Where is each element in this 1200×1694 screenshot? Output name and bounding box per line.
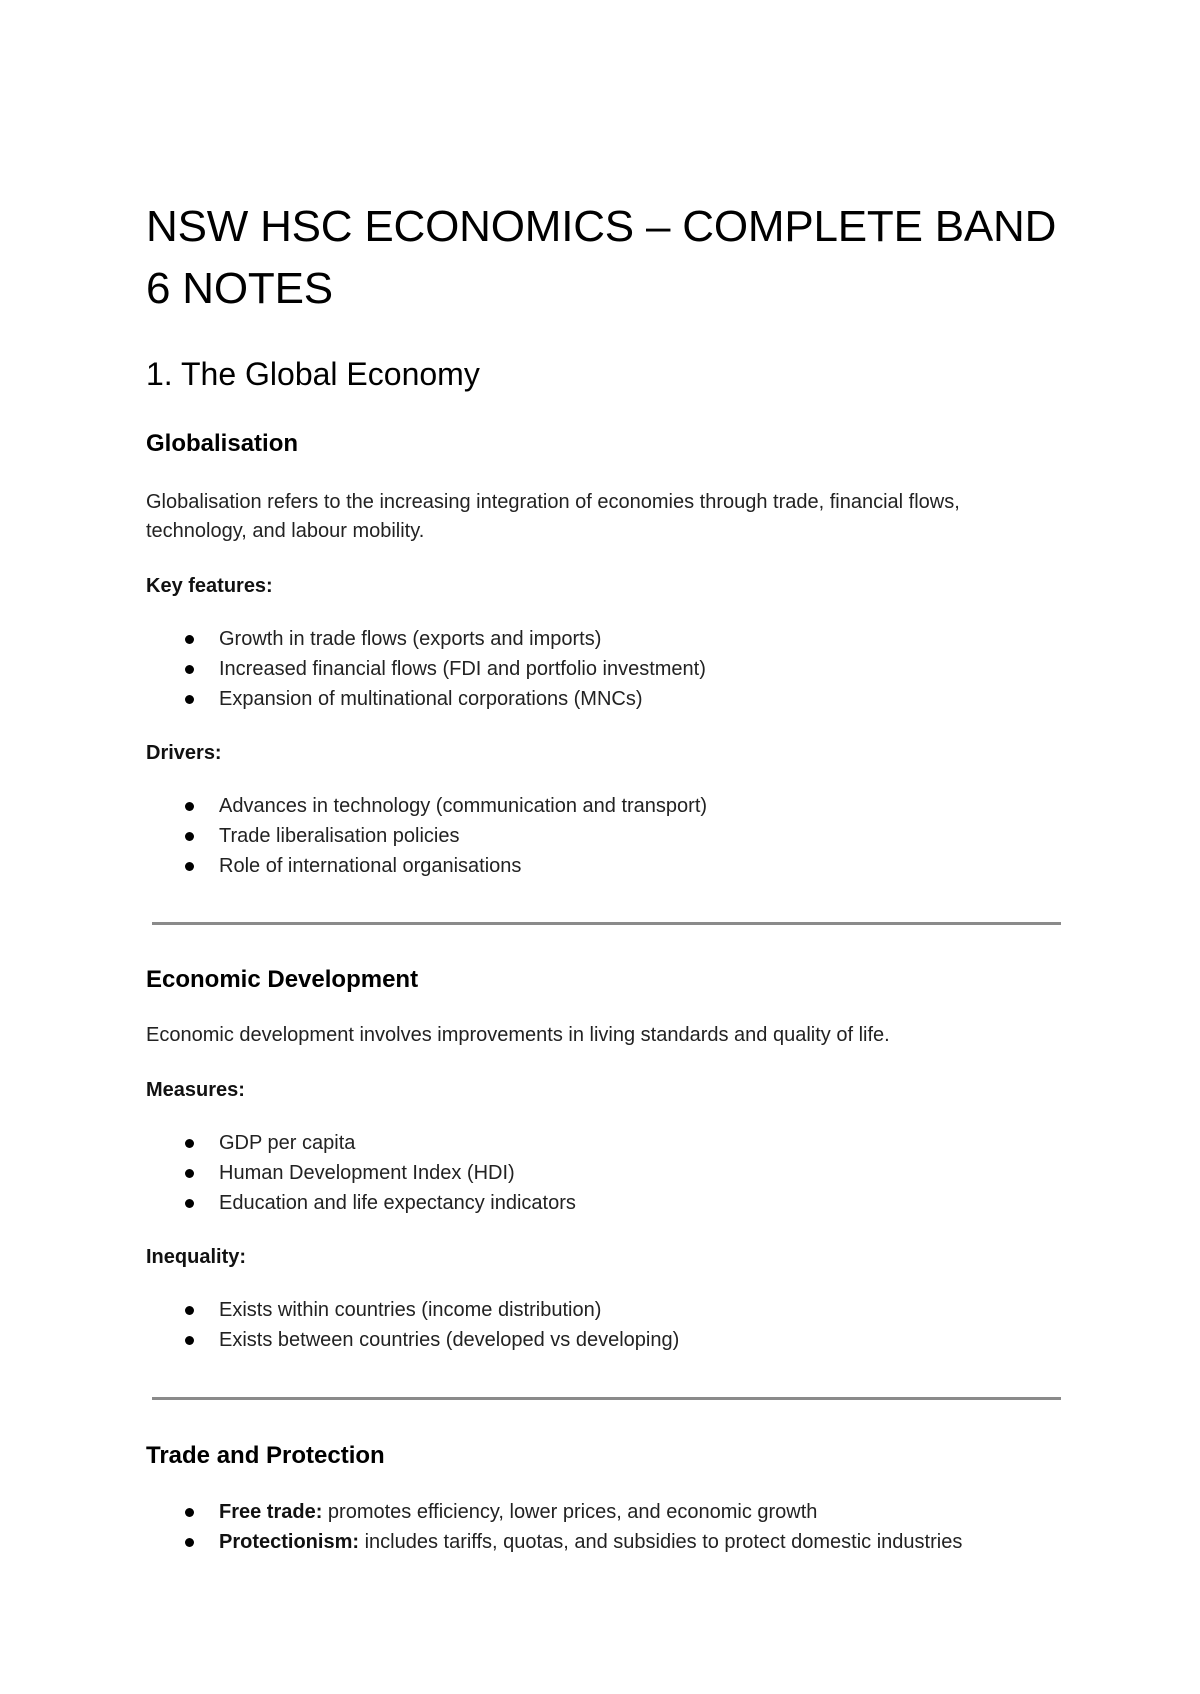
- globalisation-definition: Globalisation refers to the increasing integration of economies through trade, financial flows, technology, and labour mobility.: [146, 491, 960, 542]
- inequality-label: Inequality:: [146, 1246, 247, 1268]
- development-definition: Economic development involves improvements in living standards and quality of life.: [146, 1024, 890, 1046]
- bullet-icon: [185, 802, 194, 811]
- measures-label: Measures:: [146, 1079, 245, 1101]
- list-item: Protectionism: includes tariffs, quotas, and subsidies to protect domestic industries: [146, 1527, 962, 1557]
- bullet-icon: [185, 1139, 194, 1148]
- horizontal-divider: [152, 922, 1061, 925]
- bullet-icon: [185, 695, 194, 704]
- list-item: Free trade: promotes efficiency, lower prices, and economic growth: [146, 1497, 962, 1527]
- bullet-icon: [185, 1538, 194, 1547]
- bullet-icon: [185, 1336, 194, 1345]
- term-free-trade: Free trade:: [219, 1501, 323, 1523]
- list-item: Advances in technology (communication and transport): [146, 791, 707, 821]
- section-heading-global-economy: 1. The Global Economy: [146, 356, 480, 392]
- bullet-icon: [185, 1508, 194, 1517]
- list-item: Exists within countries (income distribution): [146, 1295, 679, 1325]
- list-item: GDP per capita: [146, 1128, 576, 1158]
- list-item: Exists between countries (developed vs developing): [146, 1325, 679, 1355]
- list-item: Human Development Index (HDI): [146, 1158, 576, 1188]
- bullet-icon: [185, 1199, 194, 1208]
- bullet-icon: [185, 832, 194, 841]
- bullet-icon: [185, 862, 194, 871]
- list-item: Trade liberalisation policies: [146, 821, 707, 851]
- key-features-list: [146, 624, 706, 714]
- document-title: NSW HSC ECONOMICS – COMPLETE BAND 6 NOTES: [146, 202, 1057, 313]
- list-item: Expansion of multinational corporations (MNCs): [146, 684, 706, 714]
- bullet-icon: [185, 1169, 194, 1178]
- heading-globalisation: Globalisation: [146, 430, 299, 457]
- measures-list: [146, 1128, 576, 1218]
- heading-trade-and-protection: Trade and Protection: [146, 1442, 385, 1469]
- list-item: Growth in trade flows (exports and imports): [146, 624, 706, 654]
- bullet-icon: [185, 635, 194, 644]
- key-features-label: Key features:: [146, 575, 273, 597]
- list-item: Increased financial flows (FDI and portfolio investment): [146, 654, 706, 684]
- bullet-icon: [185, 665, 194, 674]
- bullet-icon: [185, 1306, 194, 1315]
- drivers-list: [146, 791, 707, 881]
- trade-list: [146, 1497, 962, 1557]
- term-protectionism: Protectionism:: [219, 1531, 360, 1553]
- list-item: Role of international organisations: [146, 851, 707, 881]
- drivers-label: Drivers:: [146, 742, 222, 764]
- list-item: Education and life expectancy indicators: [146, 1188, 576, 1218]
- horizontal-divider: [152, 1397, 1061, 1400]
- heading-economic-development: Economic Development: [146, 966, 419, 993]
- inequality-list: [146, 1295, 679, 1355]
